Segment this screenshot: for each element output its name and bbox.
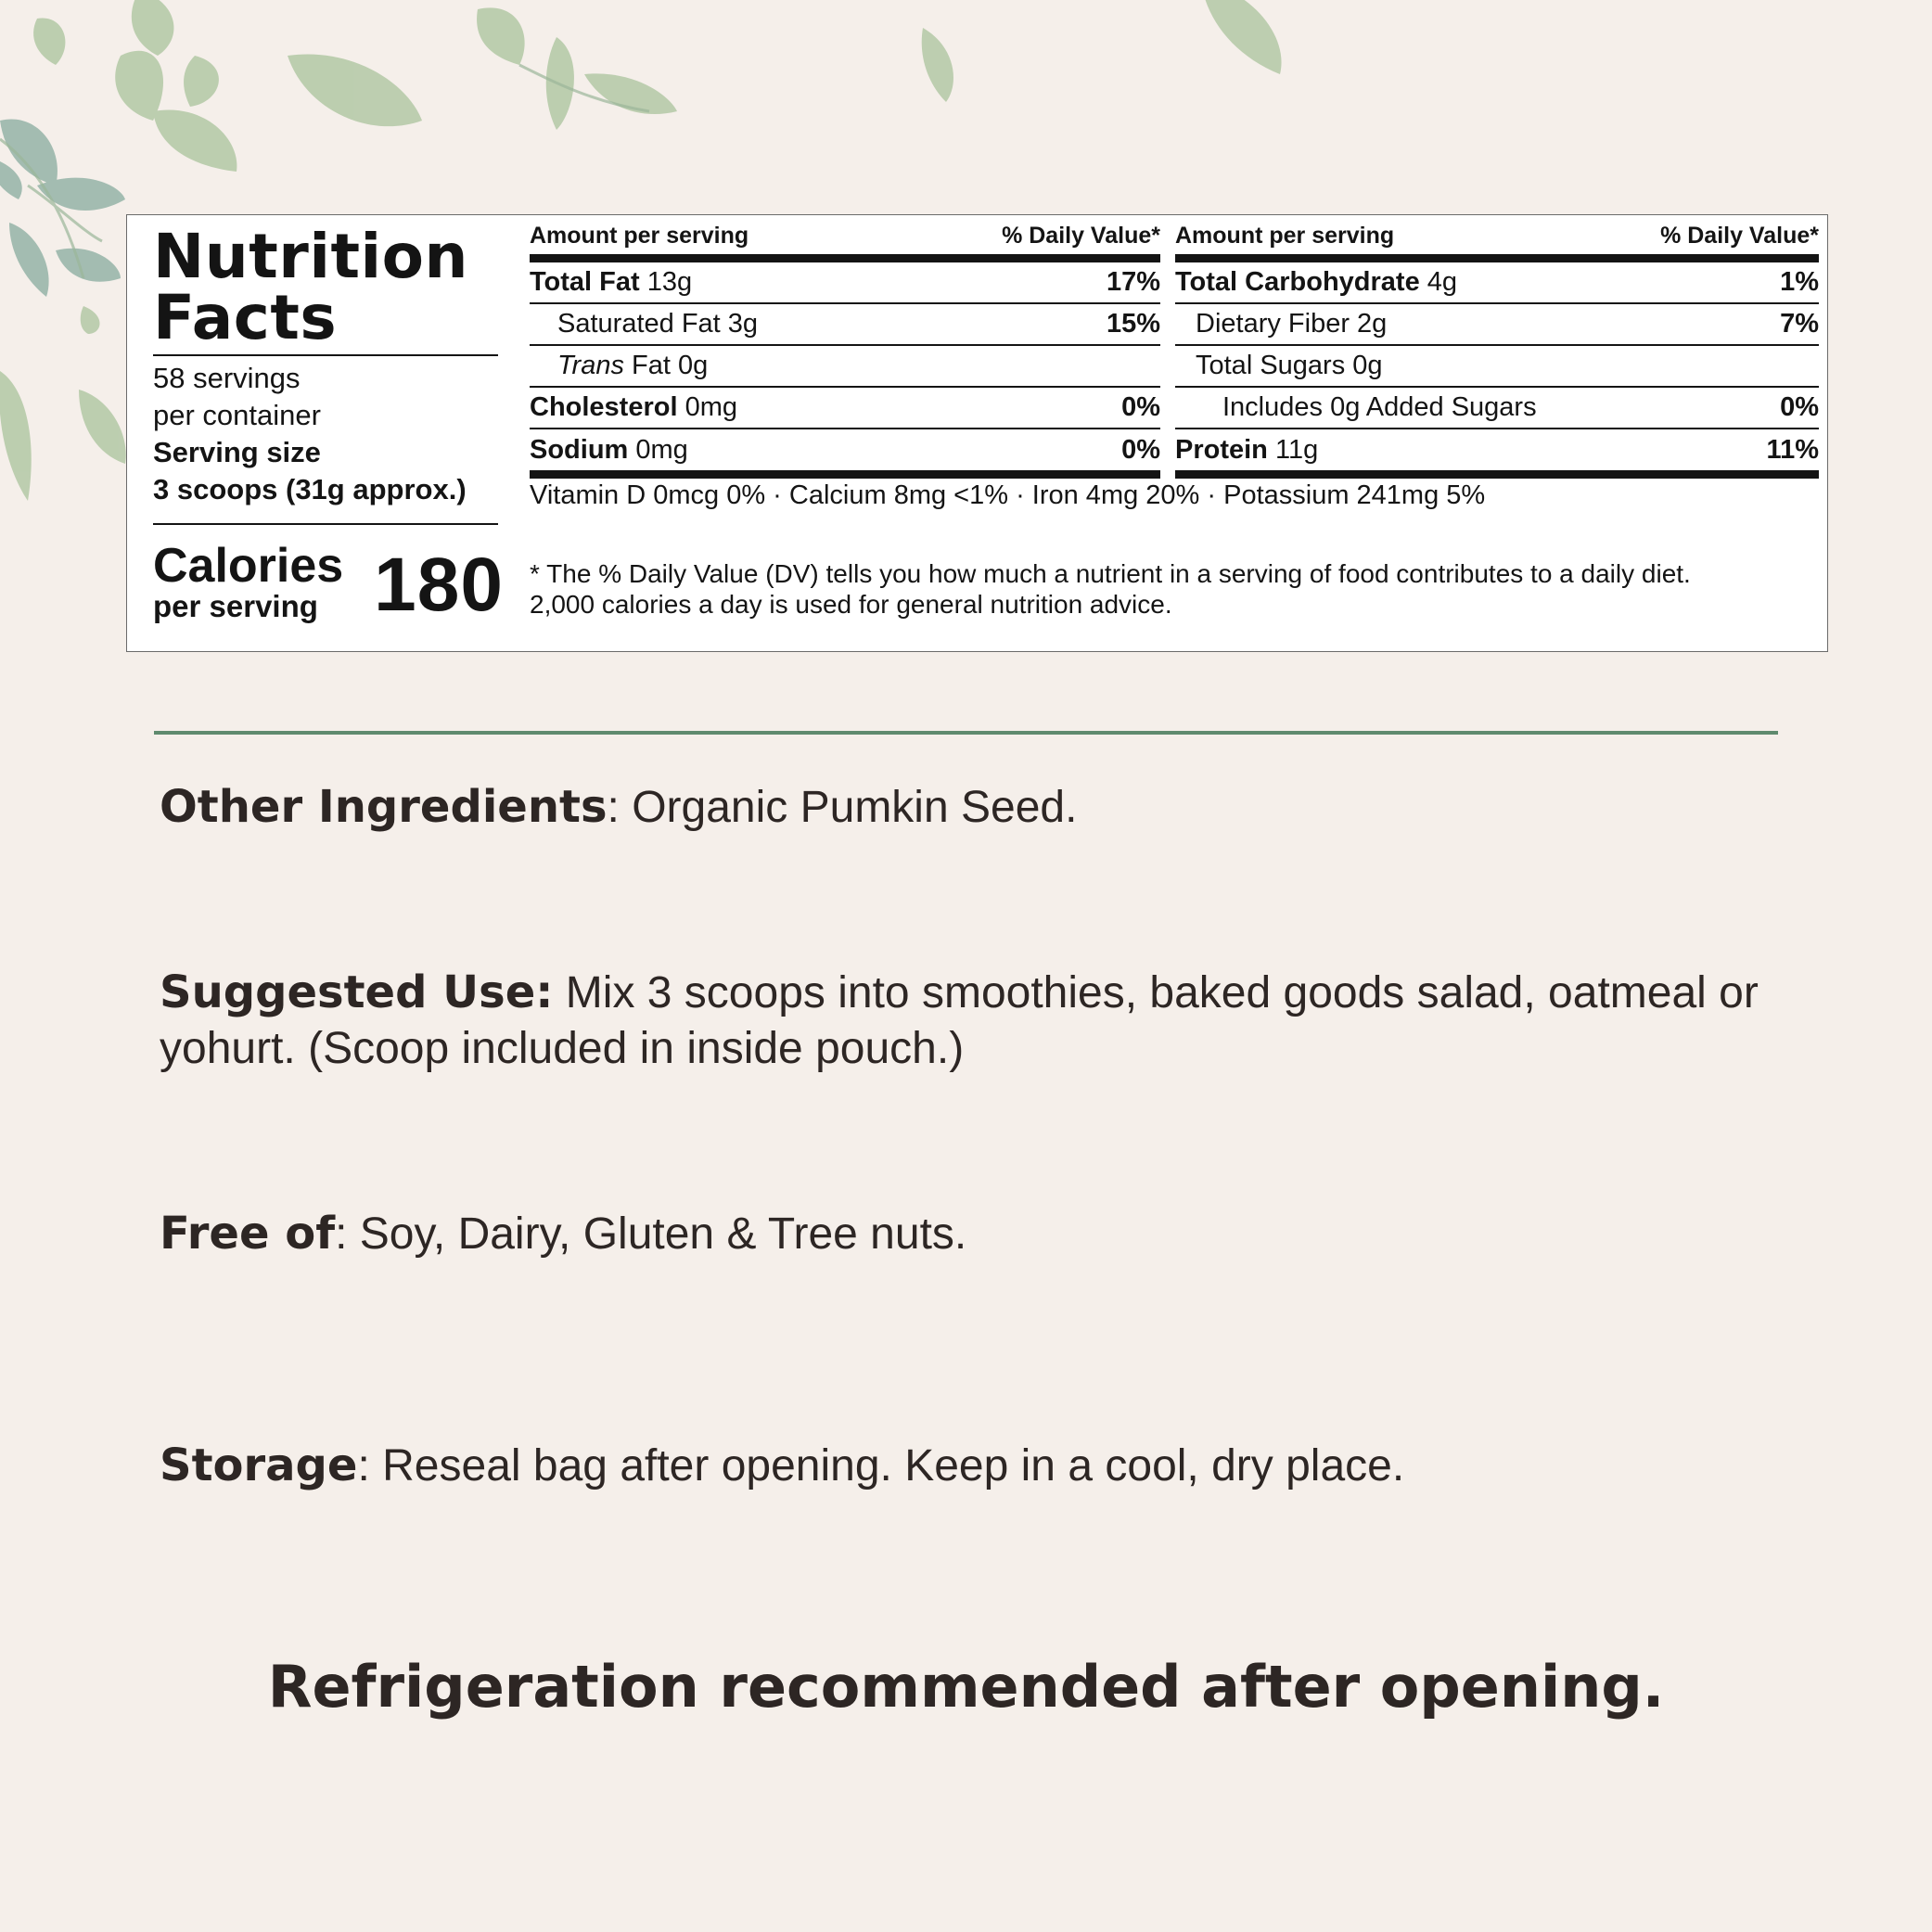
nutrient-daily-value: 0%	[1780, 392, 1819, 422]
free-of-text: : Soy, Dairy, Gluten & Tree nuts.	[335, 1209, 967, 1259]
daily-value-footnote	[530, 558, 1819, 620]
nutrient-column-right	[1175, 217, 1819, 479]
nutrient-row-total-carbohydrate	[1175, 262, 1819, 304]
storage	[160, 1438, 1829, 1494]
nutrition-facts-panel	[126, 214, 1828, 652]
calories-label: Calories	[153, 539, 344, 593]
vitamins-minerals-line: Vitamin D 0mcg 0% · Calcium 8mg <1% · Iron 4mg 20% · Potassium 241mg 5%	[530, 480, 1486, 510]
nutrient-daily-value: 11%	[1766, 434, 1819, 465]
nutrient-amount: 13g	[639, 267, 693, 297]
nutrient-daily-value: 1%	[1780, 267, 1819, 297]
footnote-line1: * The % Daily Value (DV) tells you how much a nutrient in a serving of food contributes to a daily diet.	[530, 559, 1691, 588]
storage-text: : Reseal bag after opening. Keep in a cool, dry place.	[357, 1441, 1405, 1491]
divider-line	[153, 354, 498, 356]
amount-per-serving-header: Amount per serving	[1175, 223, 1395, 249]
nutrient-name: Protein	[1175, 434, 1268, 465]
nutrient-daily-value: 7%	[1780, 309, 1819, 339]
nutrient-amount: 0mg	[628, 434, 688, 465]
servings-per-container-line2: per container	[153, 399, 321, 431]
nutrition-facts-title-line1: Nutrition	[153, 221, 468, 292]
nutrition-facts-title-line2: Facts	[153, 282, 338, 353]
storage-label: Storage	[160, 1439, 358, 1491]
suggested-use-text: Mix 3 scoops into smoothies, baked goods salad, oatmeal or yohurt. (Scoop included in inside pouch.)	[160, 968, 1759, 1073]
nutrient-row-total-sugars	[1175, 346, 1819, 388]
free-of-label: Free of	[160, 1208, 336, 1260]
other-ingredients-text: : Organic Pumkin Seed.	[607, 783, 1078, 832]
nutrition-facts-summary	[153, 221, 504, 631]
nutrient-row-cholesterol	[530, 388, 1160, 429]
column-header	[530, 217, 1160, 262]
other-ingredients	[160, 779, 1829, 836]
nutrient-name: Saturated Fat 3g	[557, 309, 759, 339]
nutrient-name: Includes 0g Added Sugars	[1222, 392, 1537, 422]
free-of	[160, 1206, 1829, 1262]
servings-per-container-line1: 58 servings	[153, 362, 301, 394]
serving-size-label: Serving size	[153, 436, 321, 468]
nutrient-row-trans-fat	[530, 346, 1160, 388]
amount-per-serving-header: Amount per serving	[530, 223, 749, 249]
nutrient-name: Trans	[557, 351, 624, 380]
nutrient-name: Cholesterol	[530, 392, 678, 422]
nutrient-daily-value: 17%	[1106, 267, 1160, 297]
nutrient-daily-value: 0%	[1121, 392, 1160, 422]
nutrient-amount: 4g	[1419, 267, 1458, 297]
nutrient-row-total-fat	[530, 262, 1160, 304]
suggested-use-label: Suggested Use:	[160, 966, 554, 1018]
nutrient-row-dietary-fiber	[1175, 304, 1819, 346]
nutrient-amount: 0mg	[677, 392, 738, 422]
other-ingredients-label: Other Ingredients	[160, 781, 608, 833]
nutrient-row-saturated-fat	[530, 304, 1160, 346]
nutrient-row-protein	[1175, 429, 1819, 479]
column-header	[1175, 217, 1819, 262]
nutrient-name: Dietary Fiber 2g	[1196, 309, 1388, 339]
nutrient-column-left	[530, 217, 1160, 479]
nutrient-amount: Fat 0g	[623, 351, 709, 380]
nutrient-name: Sodium	[530, 434, 629, 465]
calories-value: 180	[374, 543, 504, 627]
calories-row	[153, 538, 504, 631]
section-divider	[154, 731, 1778, 735]
nutrient-daily-value: 15%	[1106, 309, 1160, 339]
nutrient-daily-value: 0%	[1121, 434, 1160, 465]
nutrient-row-added-sugars	[1175, 388, 1819, 429]
suggested-use	[160, 965, 1820, 1077]
serving-size-value: 3 scoops (31g approx.)	[153, 473, 467, 505]
nutrient-name: Total Carbohydrate	[1175, 267, 1420, 297]
footnote-line2: 2,000 calories a day is used for general nutrition advice.	[530, 590, 1172, 619]
daily-value-header: % Daily Value*	[1660, 223, 1819, 249]
nutrient-name: Total Fat	[530, 267, 640, 297]
divider-line	[153, 523, 498, 525]
nutrient-row-sodium	[530, 429, 1160, 479]
calories-per-serving-label: per serving	[153, 589, 318, 623]
daily-value-header: % Daily Value*	[1002, 223, 1160, 249]
refrigeration-notice: Refrigeration recommended after opening.	[267, 1653, 1665, 1721]
nutrient-name: Total Sugars 0g	[1196, 351, 1383, 380]
nutrient-amount: 11g	[1267, 434, 1319, 465]
